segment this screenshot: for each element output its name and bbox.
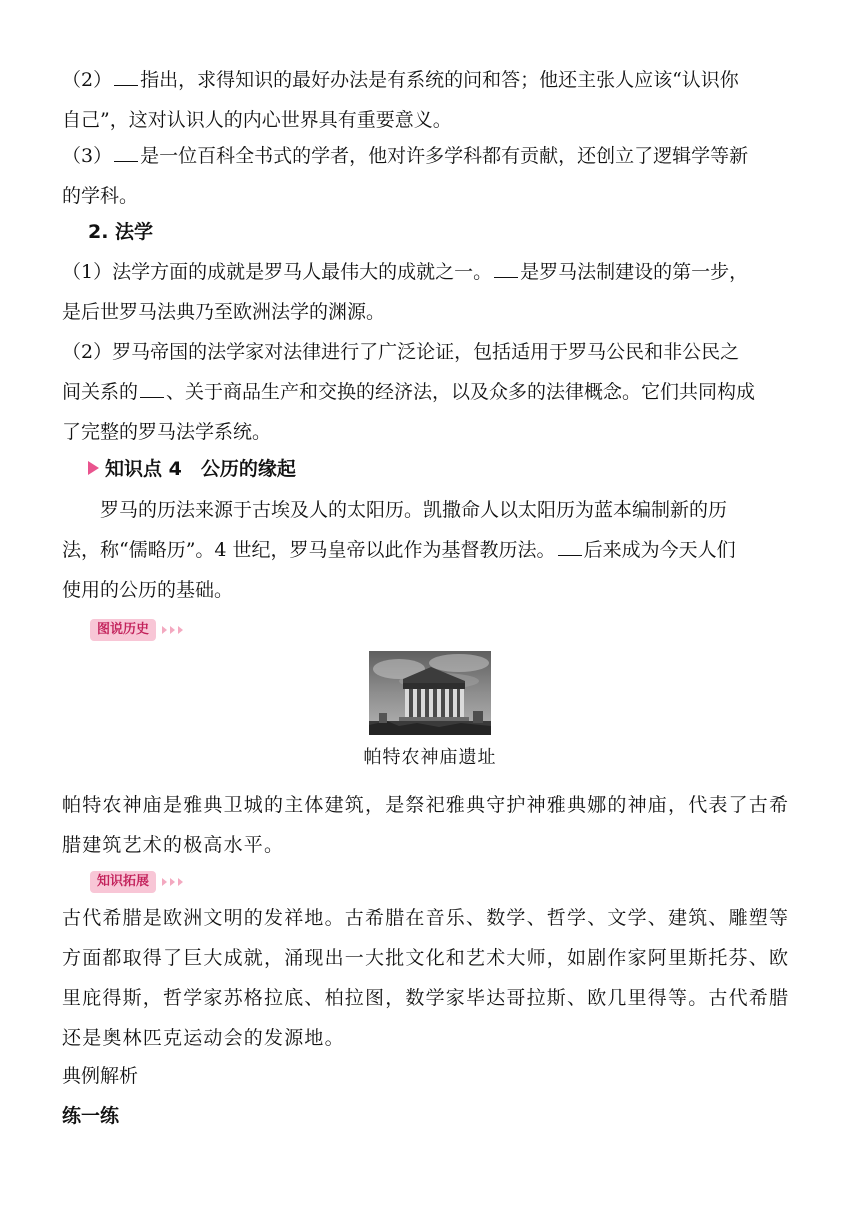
arrows-icon [162, 878, 183, 886]
fill-blank[interactable] [494, 261, 518, 278]
law-heading: 2. 法学 [88, 221, 154, 243]
law-item-2: （2）罗马帝国的法学家对法律进行了广泛论证，包括适用于罗马公民和非公民之 间关系的 、关于商品生产和交换的经济法，以及众多的法律概念。它们共同构成 了完整的罗马法学系统。 [62, 341, 756, 443]
knowledge-extension-tag: 知识拓展 [90, 871, 183, 893]
fill-blank[interactable] [114, 145, 138, 162]
law-item-1: （1）法学方面的成就是罗马人最伟大的成就之一。 是罗马法制建设的第一步， 是后世罗马法典乃至欧洲法学的渊源。 [62, 261, 749, 323]
calendar-paragraph: 罗马的历法来源于古埃及人的太阳历。凯撒命人以太阳历为蓝本编制新的历 法，称“儒略历”。4 世纪，罗马皇帝以此作为基督教历法。 后来成为今天人们 使用的公历的基础。 [62, 499, 736, 601]
photo-caption: 帕特农神庙遗址 [363, 747, 497, 768]
parthenon-photo [369, 651, 491, 735]
arrows-icon [162, 626, 183, 634]
fill-blank[interactable] [558, 539, 582, 556]
philosophy-item-2: （2） 指出，求得知识的最好办法是有系统的问和答；他还主张人应该“认识你 自己”，这对认识人的内心世界具有重要意义。 [62, 69, 739, 131]
fill-blank[interactable] [140, 381, 164, 398]
example-analysis-heading: 典例解析 [62, 1065, 139, 1087]
practice-heading: 练一练 [62, 1105, 120, 1127]
picture-history-tag: 图说历史 [90, 619, 183, 641]
philosophy-item-3: （3） 是一位百科全书式的学者，他对许多学科都有贡献，还创立了逻辑学等新 的学科。 [62, 145, 749, 207]
triangle-marker-icon [88, 461, 99, 475]
extension-paragraph: 古代希腊是欧洲文明的发祥地。古希腊在音乐、数学、哲学、文学、建筑、雕塑等 方面都取得了巨大成就，涌现出一大批文化和艺术大师，如剧作家阿里斯托芬、欧 里庇得斯，哲学家苏格拉底、柏拉图，数学家毕达哥拉斯、欧几里得等。古代希腊 还是奥林匹克运动会的发源地。 [62, 907, 790, 1049]
knowledge-point-heading: 知识点 4 公历的缘起 [88, 452, 296, 486]
fill-blank[interactable] [114, 69, 138, 86]
parthenon-description: 帕特农神庙是雅典卫城的主体建筑，是祭祀雅典守护神雅典娜的神庙，代表了古希 腊建筑艺术的极高水平。 [62, 794, 790, 856]
